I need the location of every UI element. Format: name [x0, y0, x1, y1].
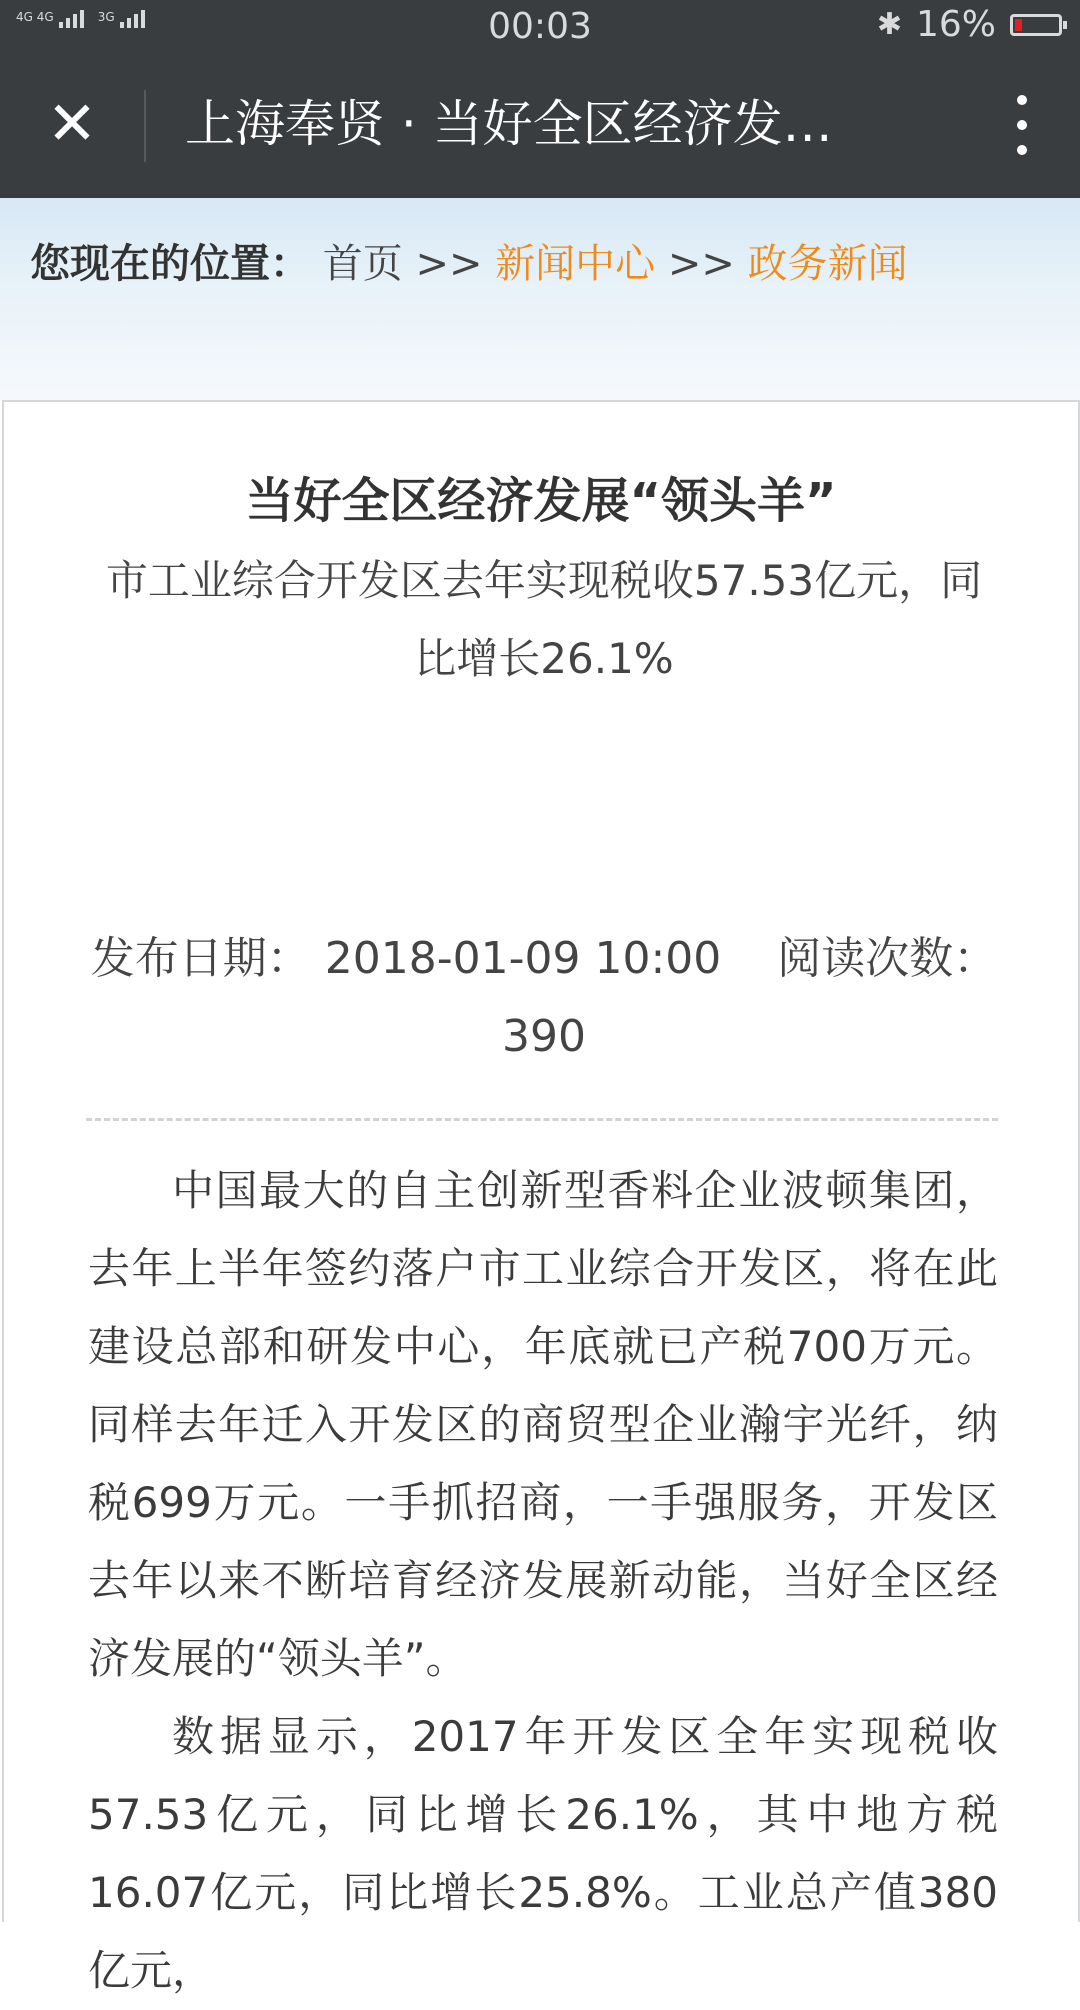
reads-label: 阅读次数： — [777, 933, 998, 984]
article-paragraph: 数据显示，2017年开发区全年实现税收57.53亿元，同比增长26.1%，其中地方税16.07亿元，同比增长25.8%。工业总产值380亿元， — [88, 1712, 998, 1995]
article-body — [88, 1152, 998, 2010]
article-meta — [84, 920, 1004, 1076]
appbar-divider — [144, 90, 146, 162]
breadcrumb-separator: >> — [415, 241, 483, 287]
read-count: 390 — [502, 1011, 586, 1062]
more-options-button[interactable] — [1010, 95, 1034, 155]
breadcrumb-government-news[interactable]: 政务新闻 — [747, 241, 908, 287]
breadcrumb — [30, 232, 908, 289]
dot-icon — [1017, 145, 1027, 155]
breadcrumb-home[interactable]: 首页 — [322, 241, 403, 287]
status-bar — [0, 0, 1080, 50]
bluetooth-icon: ✱ — [876, 7, 902, 42]
battery-icon — [1010, 14, 1062, 36]
breadcrumb-news-center[interactable]: 新闻中心 — [495, 241, 656, 287]
breadcrumb-lead: 您现在的位置： — [30, 241, 310, 287]
breadcrumb-separator: >> — [667, 241, 735, 287]
close-button[interactable]: ✕ — [46, 89, 98, 159]
meta-divider — [86, 1118, 998, 1121]
article-card — [2, 400, 1080, 1995]
sim1-network-label: 4G 4G — [16, 10, 54, 24]
publish-date: 2018-01-09 10:00 — [324, 933, 722, 984]
article-subtitle: 市工业综合开发区去年实现税收57.53亿元，同比增长26.1% — [105, 556, 983, 683]
dot-icon — [1017, 95, 1027, 105]
status-time: 00:03 — [488, 6, 592, 47]
sim2-network-label: 3G — [97, 10, 115, 24]
battery-percent: 16% — [915, 4, 996, 45]
article-title: 当好全区经济发展“领头羊” — [245, 473, 837, 529]
page-title: 上海奉贤 · 当好全区经济发… — [185, 95, 833, 153]
breadcrumb-banner — [0, 198, 1080, 400]
dot-icon — [1017, 120, 1027, 130]
date-label: 发布日期： — [90, 933, 311, 984]
article-paragraph: 中国最大的自主创新型香料企业波顿集团，去年上半年签约落户市工业综合开发区，将在此建设总部和研发中心，年底就已产税700万元。同样去年迁入开发区的商贸型企业瀚宇光纤，纳税699万元。一手抓招商，一手强服务，开发区去年以来不断培育经济发展新动能，当好全区经济发展的“领头羊”。 — [88, 1166, 998, 1683]
app-bar — [0, 50, 1080, 198]
